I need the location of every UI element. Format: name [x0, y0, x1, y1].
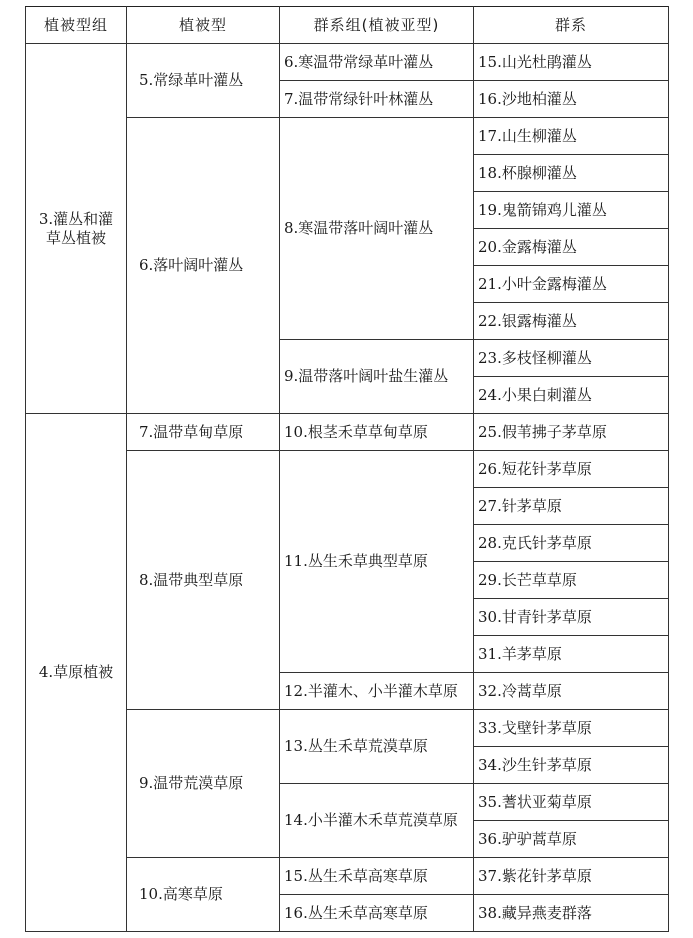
subtype-cell-10: 10.根茎禾草草甸草原: [280, 414, 474, 451]
table-row: [26, 414, 669, 451]
subtype-cell-12: 12.半灌木、小半灌木草原: [280, 673, 474, 710]
type-cell-10: 10.高寒草原: [127, 858, 280, 932]
type-cell-8: 8.温带典型草原: [127, 451, 280, 710]
subtype-cell-16: 16.丛生禾草高寒草原: [280, 895, 474, 932]
header-vegetation-type: 植被型: [127, 7, 280, 44]
type-cell-9: 9.温带荒漠草原: [127, 710, 280, 858]
formation-cell: 24.小果白刺灌丛: [474, 377, 669, 414]
formation-cell: 33.戈壁针茅草原: [474, 710, 669, 747]
subtype-cell-14: 14.小半灌木禾草荒漠草原: [280, 784, 474, 858]
subtype-cell-13: 13.丛生禾草荒漠草原: [280, 710, 474, 784]
formation-cell: 28.克氏针茅草原: [474, 525, 669, 562]
type-cell-6: 6.落叶阔叶灌丛: [127, 118, 280, 414]
subtype-cell-6: 6.寒温带常绿革叶灌丛: [280, 44, 474, 81]
formation-cell: 32.冷蒿草原: [474, 673, 669, 710]
subtype-cell-7: 7.温带常绿针叶林灌丛: [280, 81, 474, 118]
subtype-cell-9: 9.温带落叶阔叶盐生灌丛: [280, 340, 474, 414]
formation-cell: 16.沙地柏灌丛: [474, 81, 669, 118]
header-formation-group: 群系组(植被亚型): [280, 7, 474, 44]
formation-cell: 15.山光杜鹃灌丛: [474, 44, 669, 81]
subtype-cell-8: 8.寒温带落叶阔叶灌丛: [280, 118, 474, 340]
type-cell-5: 5.常绿革叶灌丛: [127, 44, 280, 118]
formation-cell: 37.紫花针茅草原: [474, 858, 669, 895]
formation-cell: 19.鬼箭锦鸡儿灌丛: [474, 192, 669, 229]
header-formation: 群系: [474, 7, 669, 44]
vegetation-classification-table: [25, 6, 669, 932]
formation-cell: 26.短花针茅草原: [474, 451, 669, 488]
formation-cell: 25.假苇拂子茅草原: [474, 414, 669, 451]
formation-cell: 23.多枝怪柳灌丛: [474, 340, 669, 377]
subtype-cell-15: 15.丛生禾草高寒草原: [280, 858, 474, 895]
header-row: [26, 7, 669, 44]
formation-cell: 20.金露梅灌丛: [474, 229, 669, 266]
formation-cell: 30.甘青针茅草原: [474, 599, 669, 636]
subtype-cell-11: 11.丛生禾草典型草原: [280, 451, 474, 673]
formation-cell: 35.蓍状亚菊草原: [474, 784, 669, 821]
formation-cell: 18.杯腺柳灌丛: [474, 155, 669, 192]
table-row: [26, 44, 669, 81]
header-vegetation-group: 植被型组: [26, 7, 127, 44]
group-cell-3: 3.灌丛和灌草丛植被: [26, 44, 127, 414]
formation-cell: 17.山生柳灌丛: [474, 118, 669, 155]
formation-cell: 31.羊茅草原: [474, 636, 669, 673]
formation-cell: 27.针茅草原: [474, 488, 669, 525]
formation-cell: 36.驴驴蒿草原: [474, 821, 669, 858]
formation-cell: 22.银露梅灌丛: [474, 303, 669, 340]
formation-cell: 38.藏异燕麦群落: [474, 895, 669, 932]
formation-cell: 21.小叶金露梅灌丛: [474, 266, 669, 303]
group-cell-4: 4.草原植被: [26, 414, 127, 932]
type-cell-7: 7.温带草甸草原: [127, 414, 280, 451]
formation-cell: 29.长芒草草原: [474, 562, 669, 599]
formation-cell: 34.沙生针茅草原: [474, 747, 669, 784]
